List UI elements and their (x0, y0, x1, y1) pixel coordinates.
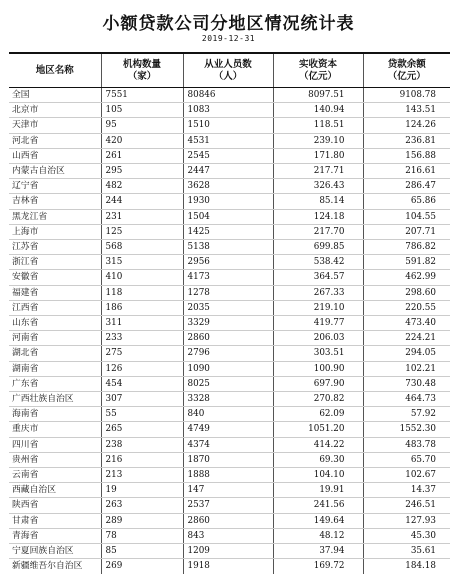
loan-balance-cell: 216.61 (363, 164, 450, 179)
loan-balance-cell: 483.78 (363, 437, 450, 452)
institution-count-cell: 289 (101, 513, 183, 528)
institution-count-cell: 244 (101, 194, 183, 209)
institution-count-cell: 420 (101, 133, 183, 148)
report-date: 2019-12-31 (201, 34, 256, 43)
table-row (9, 528, 450, 543)
loan-balance-cell: 298.60 (363, 285, 450, 300)
report-title: 小额贷款公司分地区情况统计表 (102, 14, 355, 34)
table-row (9, 209, 450, 224)
region-cell: 河北省 (9, 133, 101, 148)
loan-balance-cell: 462.99 (363, 270, 450, 285)
table-row (9, 285, 450, 300)
region-cell: 黑龙江省 (9, 209, 101, 224)
region-cell: 上海市 (9, 224, 101, 239)
table-row (9, 392, 450, 407)
region-cell: 湖南省 (9, 361, 101, 376)
table-row (9, 118, 450, 133)
paid-in-capital-cell: 419.77 (273, 316, 363, 331)
paid-in-capital-cell: 149.64 (273, 513, 363, 528)
employee-count-cell: 8025 (183, 376, 273, 391)
institution-count-cell: 7551 (101, 88, 183, 103)
employee-count-cell: 843 (183, 528, 273, 543)
paid-in-capital-cell: 48.12 (273, 528, 363, 543)
region-cell: 江西省 (9, 300, 101, 315)
region-cell: 湖北省 (9, 346, 101, 361)
employee-count-cell: 2545 (183, 148, 273, 163)
table-row (9, 437, 450, 452)
table-row (9, 224, 450, 239)
employee-count-cell: 840 (183, 407, 273, 422)
table-row (9, 422, 450, 437)
institution-count-cell: 95 (101, 118, 183, 133)
paid-in-capital-cell: 8097.51 (273, 88, 363, 103)
header-paid-in-capital: 实收资本 （亿元） (273, 53, 363, 88)
institution-count-cell: 19 (101, 483, 183, 498)
table-row (9, 331, 450, 346)
institution-count-cell: 454 (101, 376, 183, 391)
institution-count-cell: 213 (101, 468, 183, 483)
paid-in-capital-cell: 326.43 (273, 179, 363, 194)
employee-count-cell: 2956 (183, 255, 273, 270)
employee-count-cell: 2035 (183, 300, 273, 315)
employee-count-cell: 4749 (183, 422, 273, 437)
region-cell: 辽宁省 (9, 179, 101, 194)
employee-count-cell: 3329 (183, 316, 273, 331)
employee-count-cell: 1209 (183, 544, 273, 559)
institution-count-cell: 311 (101, 316, 183, 331)
paid-in-capital-cell: 85.14 (273, 194, 363, 209)
employee-count-cell: 2537 (183, 498, 273, 513)
paid-in-capital-cell: 1051.20 (273, 422, 363, 437)
paid-in-capital-cell: 303.51 (273, 346, 363, 361)
region-cell: 甘肃省 (9, 513, 101, 528)
paid-in-capital-cell: 364.57 (273, 270, 363, 285)
employee-count-cell: 80846 (183, 88, 273, 103)
region-cell: 重庆市 (9, 422, 101, 437)
employee-count-cell: 1510 (183, 118, 273, 133)
loan-balance-cell: 127.93 (363, 513, 450, 528)
paid-in-capital-cell: 217.70 (273, 224, 363, 239)
employee-count-cell: 1425 (183, 224, 273, 239)
institution-count-cell: 231 (101, 209, 183, 224)
paid-in-capital-cell: 217.71 (273, 164, 363, 179)
paid-in-capital-cell: 37.94 (273, 544, 363, 559)
loan-balance-cell: 102.67 (363, 468, 450, 483)
loan-balance-cell: 156.88 (363, 148, 450, 163)
header-region: 地区名称 (9, 53, 101, 88)
region-cell: 新疆维吾尔自治区 (12, 561, 83, 572)
employee-count-cell: 3328 (183, 392, 273, 407)
institution-count-cell: 265 (101, 422, 183, 437)
table-row (9, 164, 450, 179)
region-cell: 云南省 (9, 468, 101, 483)
region-cell: 四川省 (9, 437, 101, 452)
table-row (9, 376, 450, 391)
institution-count-cell: 307 (101, 392, 183, 407)
table-row (9, 270, 450, 285)
region-cell: 海南省 (9, 407, 101, 422)
paid-in-capital-cell: 171.80 (273, 148, 363, 163)
region-cell: 天津市 (9, 118, 101, 133)
paid-in-capital-cell: 206.03 (273, 331, 363, 346)
institution-count-cell: 295 (101, 164, 183, 179)
region-cell: 江苏省 (9, 240, 101, 255)
table-row (9, 133, 450, 148)
table-row (9, 361, 450, 376)
region-cell: 河南省 (9, 331, 101, 346)
table-row (9, 148, 450, 163)
region-cell: 青海省 (9, 528, 101, 543)
table-row (9, 240, 450, 255)
loan-balance-cell: 220.55 (363, 300, 450, 315)
table-row (9, 483, 450, 498)
table-row (9, 544, 450, 559)
loan-balance-cell: 65.86 (363, 194, 450, 209)
employee-count-cell: 3628 (183, 179, 273, 194)
region-cell: 北京市 (9, 103, 101, 118)
paid-in-capital-cell: 118.51 (273, 118, 363, 133)
institution-count-cell: 261 (101, 148, 183, 163)
paid-in-capital-cell: 241.56 (273, 498, 363, 513)
paid-in-capital-cell: 267.33 (273, 285, 363, 300)
loan-balance-cell: 14.37 (363, 483, 450, 498)
employee-count-cell: 147 (183, 483, 273, 498)
institution-count-cell: 216 (101, 452, 183, 467)
paid-in-capital-cell: 104.10 (273, 468, 363, 483)
loan-balance-cell: 591.82 (363, 255, 450, 270)
table-header-row (9, 53, 450, 88)
region-cell: 广东省 (9, 376, 101, 391)
table-row (9, 452, 450, 467)
employee-count-cell: 2860 (183, 513, 273, 528)
employee-count-cell: 4531 (183, 133, 273, 148)
table-row (9, 407, 450, 422)
region-cell: 山东省 (9, 316, 101, 331)
paid-in-capital-cell: 239.10 (273, 133, 363, 148)
table-row (9, 498, 450, 513)
table-row (9, 103, 450, 118)
statistics-table (9, 52, 450, 574)
institution-count-cell: 482 (101, 179, 183, 194)
paid-in-capital-cell: 19.91 (273, 483, 363, 498)
institution-count-cell: 78 (101, 528, 183, 543)
header-employees: 从业人员数 （人） (183, 53, 273, 88)
employee-count-cell: 1918 (183, 559, 273, 574)
region-cell: 贵州省 (9, 452, 101, 467)
region-cell: 浙江省 (9, 255, 101, 270)
employee-count-cell: 1870 (183, 452, 273, 467)
loan-balance-cell: 246.51 (363, 498, 450, 513)
table-row (9, 468, 450, 483)
loan-balance-cell: 143.51 (363, 103, 450, 118)
region-cell: 全国 (9, 88, 101, 103)
loan-balance-cell: 207.71 (363, 224, 450, 239)
institution-count-cell: 410 (101, 270, 183, 285)
table-row (9, 194, 450, 209)
paid-in-capital-cell: 62.09 (273, 407, 363, 422)
employee-count-cell: 2447 (183, 164, 273, 179)
loan-balance-cell: 65.70 (363, 452, 450, 467)
loan-balance-cell: 104.55 (363, 209, 450, 224)
institution-count-cell: 55 (101, 407, 183, 422)
employee-count-cell: 1083 (183, 103, 273, 118)
region-cell: 安徽省 (9, 270, 101, 285)
table-row (9, 179, 450, 194)
loan-balance-cell: 786.82 (363, 240, 450, 255)
employee-count-cell: 1278 (183, 285, 273, 300)
loan-balance-cell: 35.61 (363, 544, 450, 559)
table-row (9, 346, 450, 361)
paid-in-capital-cell: 169.72 (273, 559, 363, 574)
employee-count-cell: 2860 (183, 331, 273, 346)
table-row (9, 316, 450, 331)
employee-count-cell: 1090 (183, 361, 273, 376)
paid-in-capital-cell: 124.18 (273, 209, 363, 224)
employee-count-cell: 2796 (183, 346, 273, 361)
loan-balance-cell: 473.40 (363, 316, 450, 331)
loan-balance-cell: 57.92 (363, 407, 450, 422)
table-row (9, 88, 450, 103)
loan-balance-cell: 224.21 (363, 331, 450, 346)
loan-balance-cell: 102.21 (363, 361, 450, 376)
loan-balance-cell: 184.18 (363, 559, 450, 574)
region-cell: 西藏自治区 (9, 483, 101, 498)
paid-in-capital-cell: 699.85 (273, 240, 363, 255)
header-institutions: 机构数量 （家） (101, 53, 183, 88)
table-row (9, 559, 450, 574)
table-row (9, 255, 450, 270)
region-cell: 陕西省 (9, 498, 101, 513)
institution-count-cell: 238 (101, 437, 183, 452)
loan-balance-cell: 464.73 (363, 392, 450, 407)
loan-balance-cell: 124.26 (363, 118, 450, 133)
employee-count-cell: 4173 (183, 270, 273, 285)
institution-count-cell: 118 (101, 285, 183, 300)
region-cell: 福建省 (9, 285, 101, 300)
table-row (9, 513, 450, 528)
region-cell: 内蒙古自治区 (9, 164, 101, 179)
loan-balance-cell: 286.47 (363, 179, 450, 194)
institution-count-cell: 275 (101, 346, 183, 361)
paid-in-capital-cell: 538.42 (273, 255, 363, 270)
paid-in-capital-cell: 219.10 (273, 300, 363, 315)
employee-count-cell: 1930 (183, 194, 273, 209)
region-cell: 吉林省 (9, 194, 101, 209)
institution-count-cell: 125 (101, 224, 183, 239)
paid-in-capital-cell: 69.30 (273, 452, 363, 467)
institution-count-cell: 105 (101, 103, 183, 118)
paid-in-capital-cell: 100.90 (273, 361, 363, 376)
institution-count-cell: 568 (101, 240, 183, 255)
institution-count-cell: 263 (101, 498, 183, 513)
loan-balance-cell: 236.81 (363, 133, 450, 148)
paid-in-capital-cell: 140.94 (273, 103, 363, 118)
institution-count-cell: 186 (101, 300, 183, 315)
header-loan-balance: 贷款余额 （亿元） (363, 53, 450, 88)
loan-balance-cell: 294.05 (363, 346, 450, 361)
paid-in-capital-cell: 270.82 (273, 392, 363, 407)
loan-balance-cell: 1552.30 (363, 422, 450, 437)
institution-count-cell: 85 (101, 544, 183, 559)
paid-in-capital-cell: 414.22 (273, 437, 363, 452)
employee-count-cell: 1504 (183, 209, 273, 224)
institution-count-cell: 269 (101, 559, 183, 574)
region-cell: 宁夏回族自治区 (9, 544, 101, 559)
employee-count-cell: 1888 (183, 468, 273, 483)
institution-count-cell: 315 (101, 255, 183, 270)
loan-balance-cell: 9108.78 (363, 88, 450, 103)
region-cell: 广西壮族自治区 (9, 392, 101, 407)
region-cell: 山西省 (9, 148, 101, 163)
employee-count-cell: 5138 (183, 240, 273, 255)
institution-count-cell: 233 (101, 331, 183, 346)
institution-count-cell: 126 (101, 361, 183, 376)
employee-count-cell: 4374 (183, 437, 273, 452)
table-row (9, 300, 450, 315)
loan-balance-cell: 730.48 (363, 376, 450, 391)
loan-balance-cell: 45.30 (363, 528, 450, 543)
paid-in-capital-cell: 697.90 (273, 376, 363, 391)
